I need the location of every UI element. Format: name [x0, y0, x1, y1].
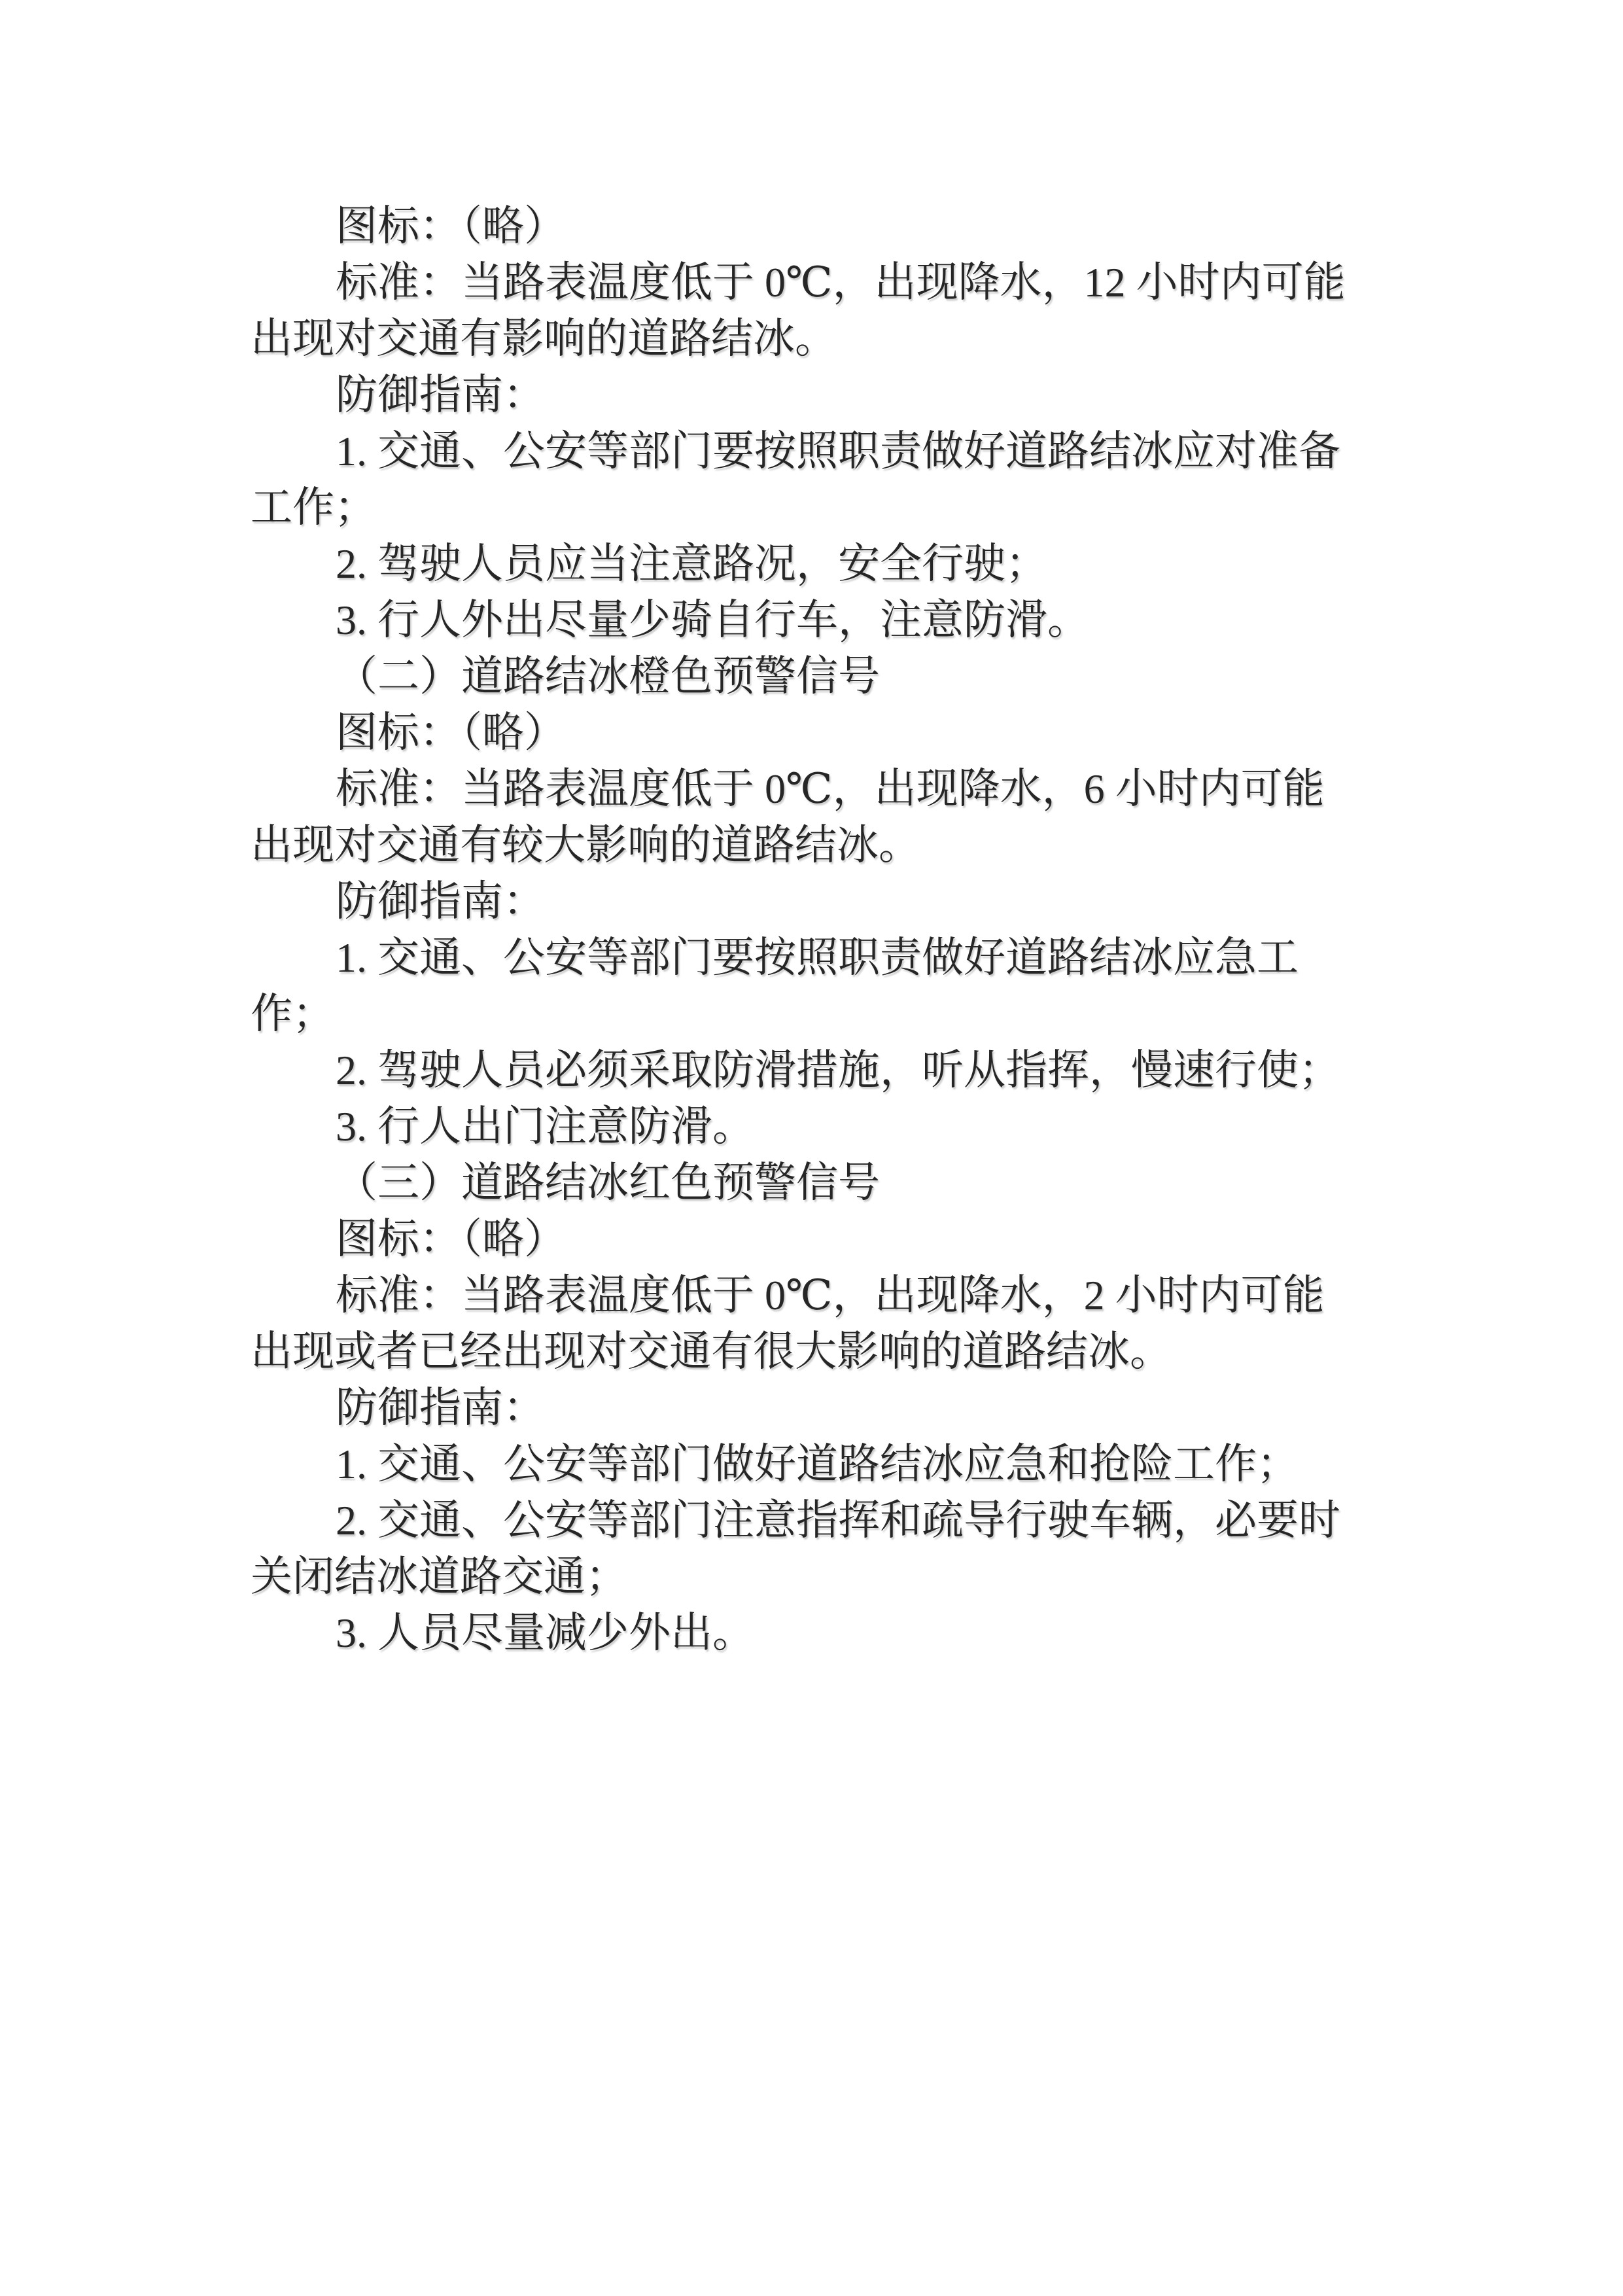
text-line: 标准：当路表温度低于 0℃，出现降水，6 小时内可能 [336, 766, 1325, 812]
text-line: 2. 驾驶人员应当注意路况，安全行驶； [336, 540, 1047, 587]
text-line: 关闭结冰道路交通； [251, 1553, 627, 1600]
text-line: 出现对交通有影响的道路结冰。 [251, 315, 837, 362]
text-line: 标准：当路表温度低于 0℃，出现降水，2 小时内可能 [336, 1272, 1325, 1318]
text-line: 标准：当路表温度低于 0℃，出现降水，12 小时内可能 [336, 259, 1346, 306]
text-line: 防御指南： [336, 1385, 545, 1431]
text-line: （二）道路结冰橙色预警信号 [336, 653, 880, 699]
text-line: 3. 人员尽量减少外出。 [336, 1610, 754, 1656]
text-line: 防御指南： [336, 878, 545, 925]
text-line: 防御指南： [336, 372, 545, 418]
text-line: 图标：（略） [336, 1216, 566, 1262]
document-text-block [251, 198, 1402, 1661]
text-line: 1. 交通、公安等部门做好道路结冰应急和抢险工作； [336, 1441, 1299, 1487]
text-line: 出现对交通有较大影响的道路结冰。 [251, 822, 920, 868]
text-line: 2. 驾驶人员必须采取防滑措施，听从指挥，慢速行使； [336, 1047, 1340, 1093]
text-line: 工作； [251, 484, 376, 531]
text-line: 1. 交通、公安等部门要按照职责做好道路结冰应急工 [336, 934, 1299, 981]
text-line: 3. 行人出门注意防滑。 [336, 1103, 754, 1150]
text-line: 图标：（略） [336, 203, 566, 249]
text-line: （三）道路结冰红色预警信号 [336, 1159, 880, 1206]
text-line: 3. 行人外出尽量少骑自行车，注意防滑。 [336, 597, 1089, 643]
text-line: 1. 交通、公安等部门要按照职责做好道路结冰应对准备 [336, 428, 1340, 474]
text-line: 作； [251, 991, 334, 1037]
text-line: 出现或者已经出现对交通有很大影响的道路结冰。 [251, 1328, 1172, 1375]
text-line: 2. 交通、公安等部门注意指挥和疏导行驶车辆，必要时 [336, 1497, 1340, 1544]
text-line: 图标：（略） [336, 709, 566, 756]
